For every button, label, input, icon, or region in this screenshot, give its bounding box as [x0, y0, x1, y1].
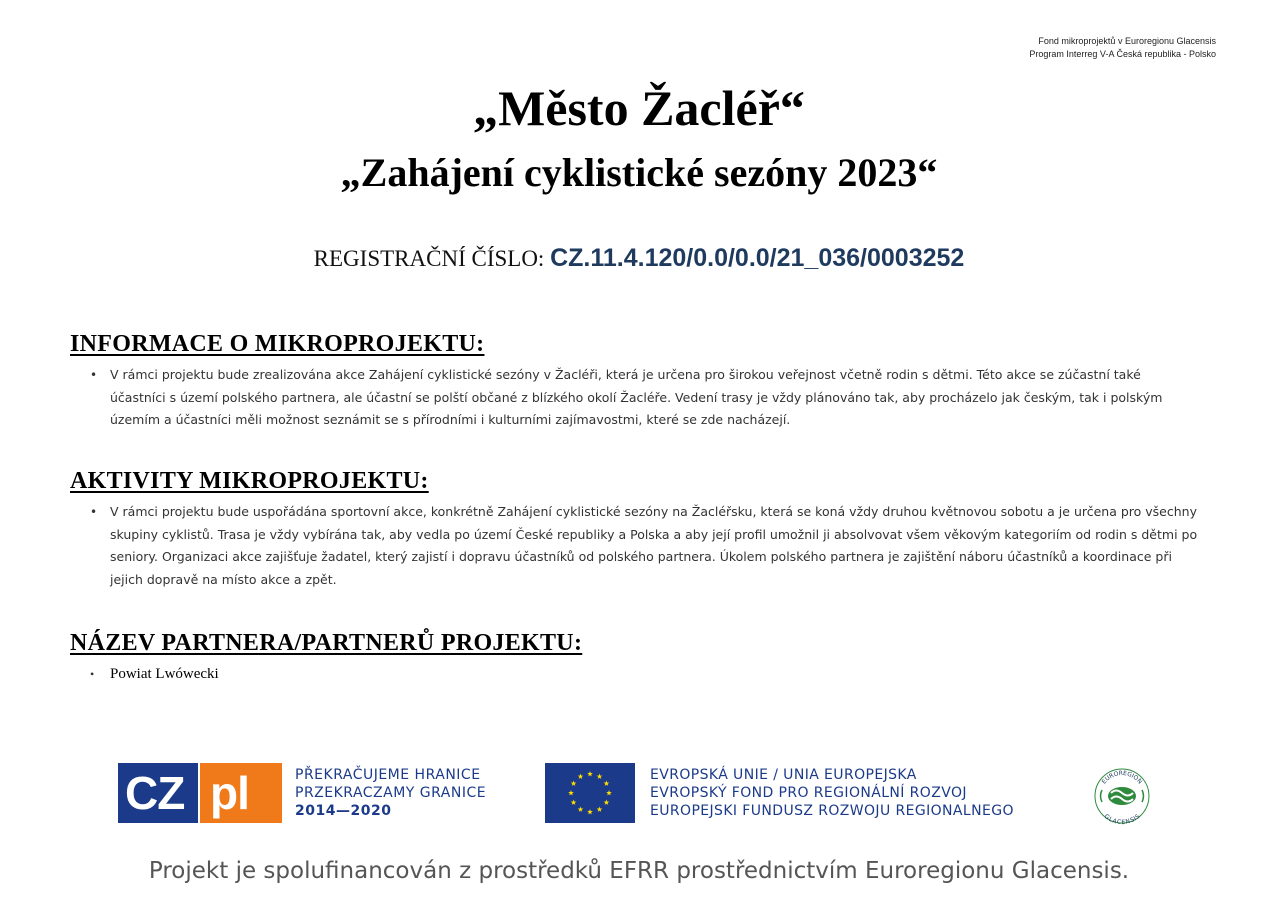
eu-star	[597, 806, 603, 811]
eu-star	[587, 809, 593, 814]
eu-line-2: EVROPSKÝ FOND PRO REGIONÁLNÍ ROZVOJ	[650, 785, 967, 801]
eu-star	[606, 790, 612, 795]
czpl-logo-text	[295, 766, 486, 820]
czpl-logo-pl-text: pl	[210, 767, 249, 819]
eu-star	[571, 800, 577, 805]
eu-star	[568, 790, 574, 795]
glacensis-top-text: EUROREGION	[1100, 769, 1144, 786]
footer-text: Projekt je spolufinancován z prostředků EFRR prostřednictvím Euroregionu Glacensis.	[148, 858, 1130, 884]
eu-star	[604, 800, 610, 805]
eu-line-3: EUROPEJSKI FUNDUSZ ROZWOJU REGIONALNEGO	[650, 803, 1014, 819]
bullet-list	[70, 364, 1200, 432]
eu-star	[597, 774, 603, 779]
glacensis-emblem-icon	[1092, 766, 1152, 826]
registration-number	[0, 242, 1278, 275]
eu-star	[587, 771, 593, 776]
eu-star	[571, 781, 577, 786]
bullet-list	[70, 501, 1200, 592]
czpl-logo-cz-text: CZ	[125, 767, 185, 819]
registration-label: REGISTRAČNÍ ČÍSLO:	[313, 246, 551, 271]
czpl-line-2: PRZEKRACZAMY GRANICE	[295, 785, 487, 801]
registration-value: CZ.11.4.120/0.0/0.0/21_036/0003252	[550, 244, 965, 272]
czpl-line-3: 2014—2020	[295, 803, 392, 819]
eu-star	[578, 806, 584, 811]
section-heading: NÁZEV PARTNERA/PARTNERŮ PROJEKTU:	[70, 630, 583, 656]
section-partners	[70, 629, 1200, 686]
section-activities	[70, 467, 1200, 592]
eu-flag-icon	[545, 763, 635, 823]
header-note	[1029, 35, 1216, 61]
eu-star	[604, 781, 610, 786]
eu-stars	[545, 763, 635, 823]
section-heading: AKTIVITY MIKROPROJEKTU:	[70, 468, 429, 494]
eu-line-1: EVROPSKÁ UNIE / UNIA EUROPEJSKA	[650, 767, 917, 783]
bullet-list	[70, 663, 1200, 686]
page-subtitle: „Zahájení cyklistické sezóny 2023“	[340, 150, 938, 195]
list-item: • V rámci projektu bude uspořádána sportovní akce, konkrétně Zahájení cyklistické sezóny na Žacléřsku, která se koná vždy druhou květnovou sobotu a je určena pro všechny skupiny cyklistů. Trasa je vždy vybírána tak, aby vedla po území České republiky a Polska a aby její profil umožnil ji absolvovat všem věkovým kategoriím od rodin s dětmi po seniory. Organizaci akce zajišťuje žadatel, který zajistí i dopravu účastníků od polského partnera. Úkolem polského partnera je zajištění náboru účastníků a koordinace při jejich dopravě na místo akce a zpět.	[110, 501, 1200, 592]
czpl-line-1: PŘEKRAČUJEME HRANICE	[295, 767, 481, 783]
list-item: • Powiat Lwówecki	[110, 663, 1200, 686]
fund-line: Fond mikroprojektů v Euroregionu Glacensis	[1038, 36, 1216, 46]
section-heading: INFORMACE O MIKROPROJEKTU:	[70, 331, 485, 357]
glacensis-bottom-text: GLACENSIS	[1102, 812, 1142, 826]
section-information	[70, 330, 1200, 432]
czpl-logo-pl-block	[200, 763, 282, 823]
page-title: „Město Žacléř“	[473, 80, 805, 136]
program-line: Program Interreg V-A Česká republika - Polsko	[1029, 49, 1216, 59]
euroregion-glacensis-logo	[1092, 766, 1152, 826]
list-item: • V rámci projektu bude zrealizována akce Zahájení cyklistické sezóny v Žacléři, která je určena pro širokou veřejnost včetně rodin s dětmi. Této akce se zúčastní také účastníci s území polského partnera, ale účastní se polští občané z blízkého okolí Žacléře. Vedení trasy je vždy plánováno tak, aby procházelo jak českým, tak i polským územím a účastníci měli možnost seznámit se s přírodními i kulturními zajímavostmi, které se zde nacházejí.	[110, 364, 1200, 432]
eu-logo-text	[650, 766, 1014, 820]
eu-star	[578, 774, 584, 779]
czpl-logo-cz-block	[118, 763, 198, 823]
